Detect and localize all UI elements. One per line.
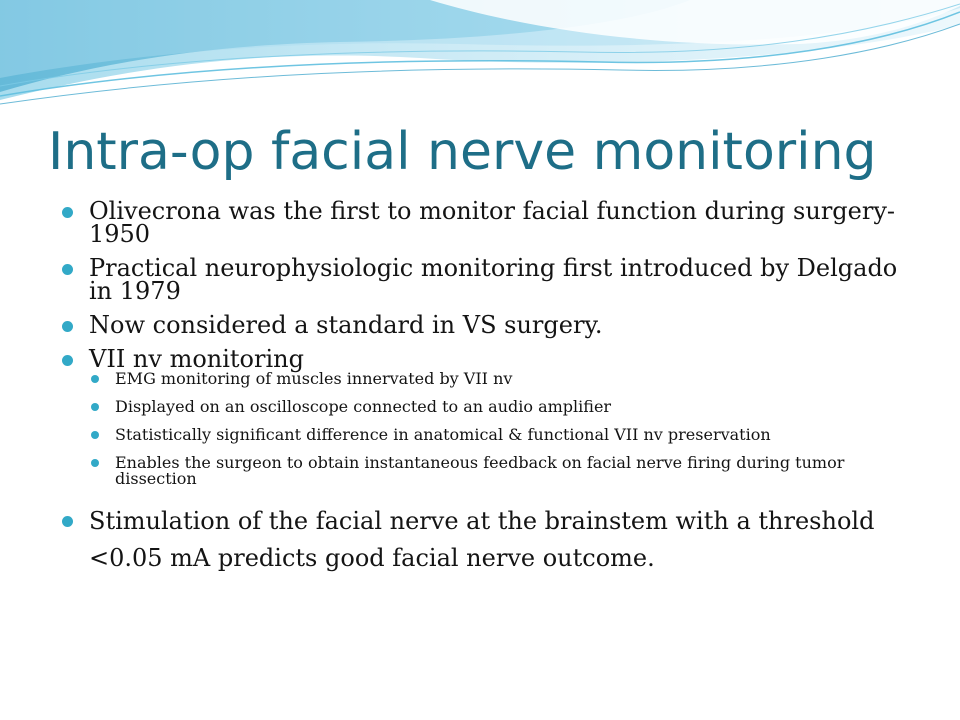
sub-bullet-item: Enables the surgeon to obtain instantaneous feedback on facial nerve firing during tumor dissection — [89, 455, 900, 487]
wave-header-decoration — [0, 0, 960, 120]
sub-bullet-item: Statistically significant difference in anatomical & functional VII nv preservation — [89, 427, 900, 443]
bullet-list — [62, 197, 900, 577]
bullet-item: Olivecrona was the first to monitor facial function during surgery-1950 — [62, 200, 900, 246]
slide-title: Intra-op facial nerve monitoring — [48, 122, 877, 182]
bullet-item: Stimulation of the facial nerve at the brainstem with a threshold <0.05 mA predicts good facial nerve outcome. — [62, 503, 900, 577]
bullet-item-with-subitems — [62, 345, 900, 488]
sub-bullet-item: EMG monitoring of muscles innervated by VII nv — [89, 371, 900, 387]
sub-bullet-list — [89, 371, 900, 487]
sub-bullet-item: Displayed on an oscilloscope connected to an audio amplifier — [89, 399, 900, 415]
bullet-item: Practical neurophysiologic monitoring first introduced by Delgado in 1979 — [62, 257, 900, 303]
bullet-item-label: VII nv monitoring — [89, 345, 304, 373]
slide-content — [62, 197, 900, 577]
bullet-item: Now considered a standard in VS surgery. — [62, 314, 900, 337]
